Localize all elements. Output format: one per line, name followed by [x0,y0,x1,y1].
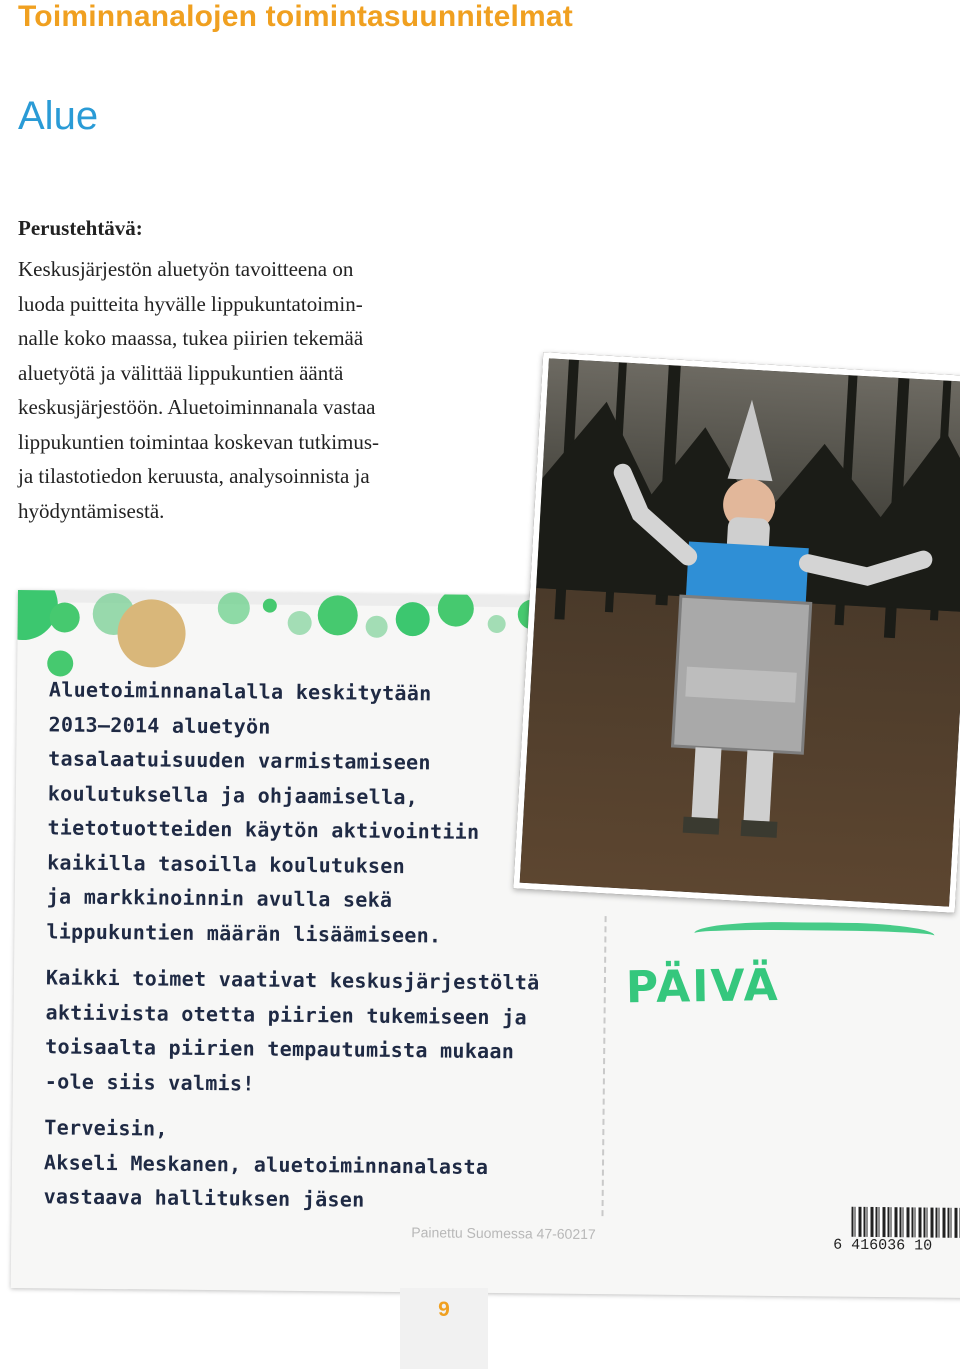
handwritten-line: 2013–2014 aluetyön [48,711,271,739]
decorative-dot [438,590,474,626]
page-number: 9 [438,1298,450,1321]
body-line: ja tilastotiedon keruusta, analysoinnista ja [18,464,370,488]
decorative-dot [50,602,80,632]
decorative-dot [117,599,186,668]
handwritten-paragraph-1 [46,672,481,953]
handwritten-signature [43,1110,488,1218]
printed-in-finland-text: Painettu Suomessa 47-60217 [411,1224,596,1243]
handwritten-green-word: PÄIVÄ [625,959,781,1014]
postcard-divider [601,916,606,1216]
body-line: hyödyntämisestä. [18,498,165,523]
handwritten-line: vastaava hallituksen jäsen [43,1184,365,1212]
decorative-dot [488,615,506,633]
decorative-dot [396,602,430,636]
handwritten-line: tietotuotteiden käytön aktivointiin [47,815,480,844]
handwritten-line: ja markkinoinnin avulla sekä [46,884,393,912]
body-line: Keskusjärjestön aluetyön tavoitteena on [18,257,354,281]
decorative-dot [263,599,277,613]
section-title: Alue [18,94,99,138]
body-paragraph [18,252,518,528]
body-heading: Perustehtävä: [18,216,143,240]
decorative-dot [218,592,250,624]
barcode-icon [851,1207,960,1238]
handwritten-line: -ole siis valmis! [44,1068,255,1096]
handwritten-line: toisaalta piirien tempautumista mukaan [45,1034,515,1064]
handwritten-line: Akseli Meskanen, aluetoiminnanalasta [43,1149,489,1179]
body-line: luoda puitteita hyvälle lippukuntatoimin- [18,291,363,316]
handwritten-line: tasalaatuisuuden varmistamiseen [48,746,431,775]
page-number-box [400,1288,488,1369]
page-header-title: Toiminnanalojen toimintasuunnitelmat [18,0,573,33]
decorative-dot [318,595,358,635]
barcode-number: 6 416036 10 [833,1236,933,1255]
handwritten-line: Terveisin, [44,1115,168,1141]
body-line: lippukuntien toimintaa koskevan tutkimus- [18,429,380,454]
handwritten-line: kaikilla tasoilla koulutuksen [47,849,406,878]
photo-illustration [520,358,960,906]
tin-man-costume-photo [513,352,960,913]
handwritten-line: Aluetoiminnanalalla keskitytään [48,677,432,706]
handwritten-line: aktiivista otetta piirien tukemiseen ja [45,999,527,1029]
handwritten-line: Kaikki toimet vaativat keskusjärjestöltä [45,965,540,995]
decorative-dot [288,611,312,635]
decorative-dot [366,616,388,638]
body-line: aluetyötä ja välittää lippukuntien ääntä [18,360,344,385]
green-brush-stroke [694,921,934,954]
body-line: keskusjärjestöön. Aluetoiminnanala vastaa [18,395,376,419]
body-line: nalle koko maassa, tukea piirien tekemää [18,326,364,350]
handwritten-paragraph-2 [45,960,540,1103]
handwritten-line: lippukuntien määrän lisäämiseen. [46,918,442,947]
handwritten-line: koulutuksella ja ohjaamisella, [47,780,419,809]
